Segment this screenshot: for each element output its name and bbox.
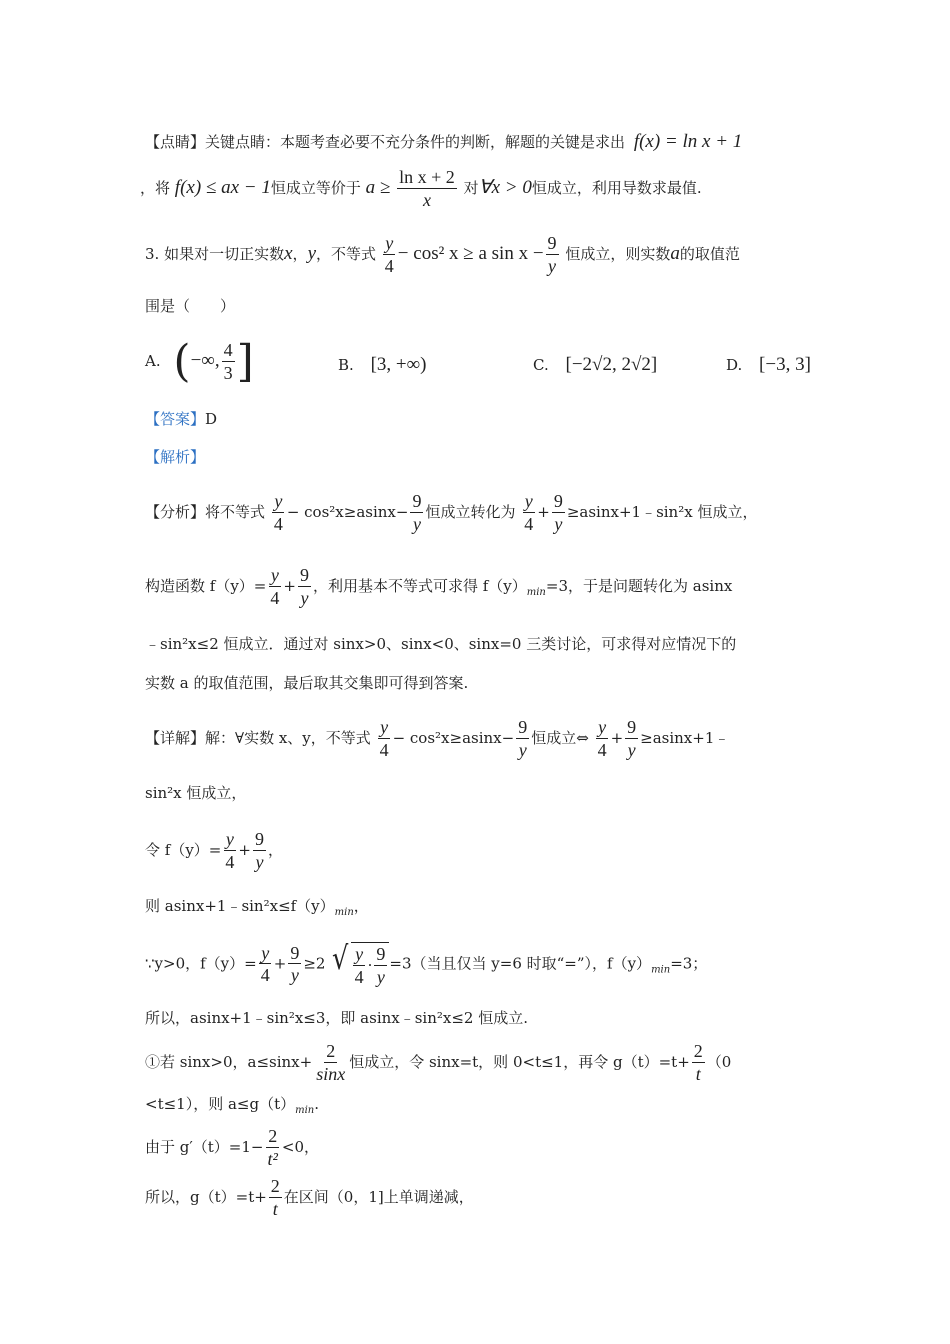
fenxi-line-1: 【分析】将不等式 $\frac{y}{4}$ − cos²x≥asinx− $\frac{9}{y}$ 恒成立转化为 $\frac{y}{4}$ + $\frac{9}{y}$ ≥asinx+1﹣sin²x 恒成立， <box>145 491 758 534</box>
fraction-y-over-4: $\frac{y}{4}$ <box>384 233 394 276</box>
option-c-value: [−2√2, 2√2] <box>565 354 658 375</box>
question-text-d: 的取值范 <box>679 244 740 263</box>
xiangjie-t13a: 由于 g′（t）=1− <box>145 1137 264 1156</box>
fenxi-tag: 【分析】 <box>145 502 206 521</box>
xiangjie-frac-y4-b: $\frac{y}{4}$ <box>597 717 607 760</box>
xiangjie-t9c: =3（当且仅当 y=6 时取“=”），f（y） <box>389 954 652 973</box>
fenxi-frac-y4-c: $\frac{y}{4}$ <box>270 565 280 608</box>
inequality-middle: − cos² x ≥ a sin x − <box>397 242 544 264</box>
xiangjie-frac-y4-d: $\frac{y}{4}$ <box>260 942 270 986</box>
option-b-label: B. <box>338 356 354 374</box>
dianjing-line-1 <box>145 132 742 151</box>
fraction-lnx2-over-x: $\frac{\text{ln x + 2}}{x}$ <box>399 167 455 210</box>
dianjing-text-2a: ，将 <box>140 178 171 197</box>
xiangjie-t14a: 所以，g（t）=t+ <box>145 1187 267 1206</box>
xiangjie-t11b: 恒成立，令 sinx=t，则 0<t≤1，再令 g（t）=t+ <box>349 1052 690 1071</box>
option-b-value: [3, +∞) <box>370 354 427 375</box>
analysis-tag: 【解析】 <box>145 448 206 466</box>
fenxi-line-4: 实数 a 的取值范围，最后取其交集即可得到答案. <box>145 674 469 692</box>
xiangjie-frac-y4-c: $\frac{y}{4}$ <box>225 829 235 872</box>
fenxi-t6: ，利用基本不等式可求得 f（y） <box>312 576 527 595</box>
dianjing-text-2b: 恒成立等价于 <box>270 178 361 197</box>
frac-2-over-t2: $\frac{2}{\text{t²}}$ <box>267 1126 278 1169</box>
frac-2-over-t: $\frac{2}{t}$ <box>693 1041 703 1084</box>
answer-value: D <box>205 410 218 428</box>
xiangjie-line-1: 【详解】解：∀实数 x、y，不等式 $\frac{y}{4}$ − cos²x≥asinx− $\frac{9}{y}$ 恒成立⇔ $\frac{y}{4}$ + $\frac{9}{y}$ ≥asinx+1﹣ <box>145 717 730 760</box>
xiangjie-line-10 <box>145 1177 474 1219</box>
xiangjie-frac-9y: $\frac{9}{y}$ <box>518 717 528 760</box>
question-text-e: 围是（ ） <box>145 297 236 315</box>
fenxi-frac-9y: $\frac{9}{y}$ <box>412 491 422 534</box>
frac-2-over-t-b: $\frac{2}{t}$ <box>270 1176 280 1219</box>
xiangjie-t1: 解：∀实数 x、y，不等式 <box>205 728 371 747</box>
xiangjie-t9b: ≥2 <box>303 954 326 973</box>
xiangjie-t4: ≥asinx+1﹣ <box>640 728 730 747</box>
xiangjie-t13b: <0， <box>281 1137 320 1156</box>
var-a: a <box>670 242 680 264</box>
fenxi-t5: 构造函数 f（y）= <box>145 576 267 595</box>
xiangjie-line-2: sin²x 恒成立， <box>145 784 247 802</box>
fenxi-t4: ≥asinx+1﹣sin²x 恒成立， <box>566 502 758 521</box>
fenxi-frac-y4: $\frac{y}{4}$ <box>273 491 283 534</box>
question-text-a: 如果对一切正实数 <box>164 244 285 263</box>
option-a-open-paren: ( <box>173 336 191 387</box>
xiangjie-t8-sub: min <box>334 907 354 918</box>
fenxi-t3: 恒成立转化为 <box>425 502 516 521</box>
dianjing-tag: 【点睛】 <box>145 133 206 151</box>
fenxi-frac-y4-b: $\frac{y}{4}$ <box>524 491 534 534</box>
answer-line <box>145 412 217 427</box>
var-y: y <box>307 242 316 264</box>
xiangjie-t11c: （0 <box>706 1052 732 1071</box>
fenxi-t2: − cos²x≥asinx− <box>286 502 409 521</box>
option-a-label: A. <box>145 352 161 370</box>
xiangjie-line-3: 令 f（y）= $\frac{y}{4}$ + $\frac{9}{y}$ ， <box>145 829 283 872</box>
xiangjie-line-8 <box>145 1097 319 1116</box>
option-d-label: D. <box>726 356 743 374</box>
xiangjie-frac-9y-d: $\frac{9}{y}$ <box>290 942 300 986</box>
question-sep: ， <box>292 244 308 263</box>
xiangjie-t12b: . <box>314 1095 320 1113</box>
fenxi-t6-sub: min <box>526 586 546 598</box>
question-text-c: 恒成立，则实数 <box>565 244 671 263</box>
option-d[interactable] <box>726 355 811 374</box>
xiangjie-t12-sub: min <box>295 1105 315 1116</box>
dianjing-text-2c: 对 <box>463 178 479 197</box>
question-line-2 <box>145 299 235 314</box>
fenxi-line-2: 构造函数 f（y）= $\frac{y}{4}$ + $\frac{9}{y}$ ，利用基本不等式可求得 $f(y)_{min}=3$，于是问题转化为 asinx <box>145 565 733 608</box>
fraction-9-over-y: $\frac{9}{y}$ <box>547 233 557 276</box>
option-c[interactable] <box>533 355 657 374</box>
xiangjie-line-7 <box>145 1042 731 1084</box>
xiangjie-t7: ， <box>267 840 283 859</box>
xiangjie-t8: 则 asinx+1﹣sin²x≤f（y） <box>145 897 335 915</box>
formula-a-ge: a ≥ <box>365 176 391 198</box>
xiangjie-t6: 令 f（y）= <box>145 840 222 859</box>
xiangjie-t9a: ∵y>0，f（y）= <box>145 954 257 973</box>
formula-forall: ∀x > 0 <box>478 176 532 198</box>
xiangjie-t3: 恒成立⇔ <box>531 728 589 747</box>
question-line-1 <box>145 234 740 276</box>
answer-tag: 【答案】 <box>145 410 206 428</box>
question-text-b: ，不等式 <box>316 244 377 263</box>
option-a-neg-inf: −∞, <box>190 350 220 371</box>
xiangjie-line-9 <box>145 1127 319 1169</box>
xiangjie-tag: 【详解】 <box>145 728 206 747</box>
fenxi-frac-9y-c: $\frac{9}{y}$ <box>299 565 309 608</box>
xiangjie-line-4 <box>145 899 369 918</box>
xiangjie-t2: − cos²x≥asinx− <box>392 728 515 747</box>
dianjing-text: 关键点睛：本题考查必要不充分条件的判断，解题的关键是求出 <box>205 133 626 151</box>
fenxi-t1: 将不等式 <box>205 502 266 521</box>
sqrt-product: √ $\frac{y}{4}$ · $\frac{9}{y}$ <box>330 942 389 987</box>
option-b[interactable] <box>338 355 427 374</box>
xiangjie-line-5: ∵y>0，f（y）= $\frac{y}{4}$ + $\frac{9}{y}$ ≥2 √ $\frac{y}{4}$ · $\frac{9}{y}$ =3（当且仅当 y=6 时取“=”），$f(y)_{min}=3$； <box>145 939 708 987</box>
xiangjie-t8-end: ， <box>353 897 369 915</box>
option-c-label: C. <box>533 356 549 374</box>
fenxi-frac-9y-b: $\frac{9}{y}$ <box>553 491 563 534</box>
option-a-close-bracket: ] <box>236 336 254 387</box>
formula-f-le: f(x) ≤ ax − 1 <box>174 176 271 198</box>
frac-2-over-sinx: $\frac{2}{\sin x}$ <box>316 1041 346 1084</box>
formula-f-ln: f(x) = ln x + 1 <box>633 131 743 152</box>
xiangjie-frac-y4: $\frac{y}{4}$ <box>379 717 389 760</box>
dianjing-text-2d: 恒成立，利用导数求最值. <box>531 178 702 197</box>
fenxi-t7: =3，于是问题转化为 asinx <box>545 576 733 595</box>
option-a-fraction: $\frac{4}{3}$ <box>223 340 233 383</box>
option-d-value: [−3, 3] <box>759 354 811 375</box>
xiangjie-frac-9y-c: $\frac{9}{y}$ <box>254 829 264 872</box>
xiangjie-t14b: 在区间（0，1]上单调递减， <box>283 1187 474 1206</box>
xiangjie-t9d: =3； <box>670 954 708 973</box>
xiangjie-t9-sub: min <box>651 964 671 976</box>
xiangjie-frac-9y-b: $\frac{9}{y}$ <box>627 717 637 760</box>
question-number: 3. <box>145 244 160 263</box>
xiangjie-t11a: ①若 sinx>0，a≤sinx+ <box>145 1052 313 1071</box>
fenxi-line-3: ﹣sin²x≤2 恒成立．通过对 sinx>0、sinx<0、sinx=0 三类讨论，可求得对应情况下的 <box>145 635 737 653</box>
xiangjie-line-6: 所以，asinx+1﹣sin²x≤3，即 asinx﹣sin²x≤2 恒成立. <box>145 1009 529 1027</box>
xiangjie-t12a: <t≤1），则 a≤g（t） <box>145 1095 296 1113</box>
dianjing-line-2 <box>140 168 702 210</box>
option-a[interactable] <box>145 336 254 387</box>
var-x: x <box>284 242 293 264</box>
